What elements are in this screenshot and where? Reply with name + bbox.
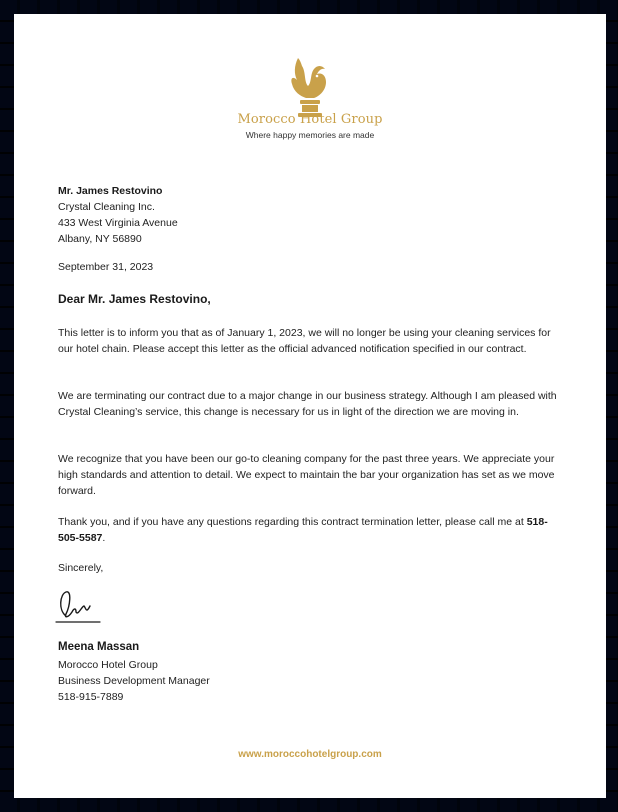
signature xyxy=(54,586,106,626)
signer-name: Meena Massan xyxy=(58,641,140,653)
signer-title: Business Development Manager xyxy=(58,675,210,687)
recipient-address xyxy=(58,183,558,247)
closing: Sincerely, xyxy=(58,562,104,574)
signer-company: Morocco Hotel Group xyxy=(58,659,158,671)
body-paragraph-3: We recognize that you have been our go-to cleaning company for the past three years. We appreciate your high standards and attention to detail. We expect to maintain the bar your organization has set as we move forward. xyxy=(58,453,555,497)
signer-phone: 518-915-7889 xyxy=(58,691,124,703)
body-paragraph-4 xyxy=(58,514,566,546)
body-paragraph-2: We are terminating our contract due to a major change in our business strategy. Although I am pleased with Crystal Cleaning’s service, this change is necessary for us in light of the direction we are moving in. xyxy=(58,390,557,418)
signer-details xyxy=(58,657,558,705)
letter-date: September 31, 2023 xyxy=(58,261,154,273)
letter-page xyxy=(14,14,606,798)
body-paragraph-4-end: . xyxy=(102,532,106,544)
recipient-name: Mr. James Restovino xyxy=(58,185,163,197)
body-paragraph-4-text: Thank you, and if you have any questions regarding this contract termination letter, please call me at xyxy=(58,516,527,528)
recipient-city: Albany, NY 56890 xyxy=(58,233,142,245)
body-paragraph-1: This letter is to inform you that as of January 1, 2023, we will no longer be using your cleaning services for our hotel chain. Please accept this letter as the official advanced notification specified in our contract. xyxy=(58,327,551,355)
brand-tagline: Where happy memories are made xyxy=(245,130,375,140)
brand-name: Morocco Hotel Group xyxy=(237,112,383,127)
footer-website: www.moroccohotelgroup.com xyxy=(238,749,382,760)
contact-phone: 518-505-5587 xyxy=(58,516,548,544)
recipient-company: Crystal Cleaning Inc. xyxy=(58,201,155,213)
recipient-street: 433 West Virginia Avenue xyxy=(58,217,178,229)
salutation: Dear Mr. James Restovino, xyxy=(58,292,211,306)
